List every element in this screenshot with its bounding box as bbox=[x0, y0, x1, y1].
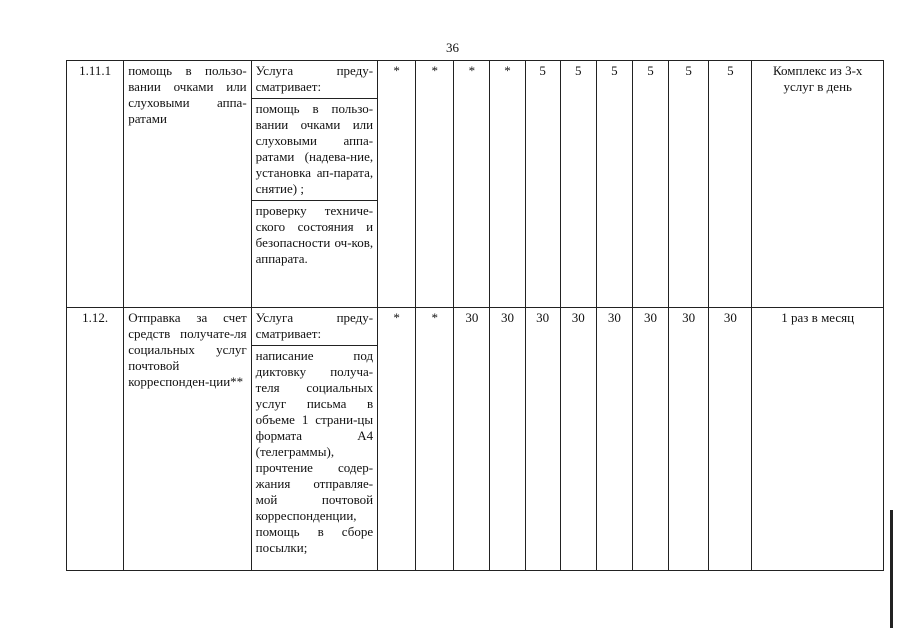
norm-value: 30 bbox=[632, 308, 668, 571]
service-number: 1.11.1 bbox=[67, 61, 124, 308]
description-item: написание под диктовку получа-теля социальных услуг письма в объеме 1 страни-цы формата А4 (телеграммы), прочтение содер-жания отправляе-мой почтовой корреспонденции, помощь в сборе посылки; bbox=[255, 348, 374, 555]
norm-value: * bbox=[416, 61, 454, 308]
norm-value: 30 bbox=[709, 308, 752, 571]
service-name: Отправка за счет средств получате-ля социальных услуг почтовой корреспонден-ции** bbox=[124, 308, 251, 571]
norm-value: * bbox=[490, 61, 525, 308]
table-row bbox=[67, 61, 884, 308]
norm-value: * bbox=[378, 308, 416, 571]
norm-value: 5 bbox=[632, 61, 668, 308]
description-header: Услуга преду-сматривает: bbox=[252, 308, 377, 346]
service-number: 1.12. bbox=[67, 308, 124, 571]
norm-value: 30 bbox=[669, 308, 709, 571]
social-services-table bbox=[66, 60, 884, 571]
description-item: помощь в пользо-вании очками или слуховыми аппа-ратами (надева-ние, установка ап-парата, снятие) ; bbox=[252, 99, 377, 201]
description-header: Услуга преду-сматривает: bbox=[252, 61, 377, 99]
norm-value: 5 bbox=[709, 61, 752, 308]
norm-value: 30 bbox=[596, 308, 632, 571]
service-period: Комплекс из 3-х услуг в день bbox=[752, 61, 884, 308]
norm-value: 30 bbox=[525, 308, 560, 571]
norm-value: 30 bbox=[560, 308, 596, 571]
norm-value: * bbox=[378, 61, 416, 308]
norm-value: * bbox=[454, 61, 490, 308]
norm-value: 5 bbox=[560, 61, 596, 308]
table-row bbox=[67, 308, 884, 571]
norm-value: * bbox=[416, 308, 454, 571]
scan-edge-mark bbox=[890, 510, 893, 628]
description-item: проверку техниче-ского состояния и безопасности оч-ков, аппарата. bbox=[255, 203, 374, 266]
norm-value: 5 bbox=[669, 61, 709, 308]
norm-value: 30 bbox=[490, 308, 525, 571]
service-period: 1 раз в месяц bbox=[752, 308, 884, 571]
service-description bbox=[251, 61, 377, 308]
norm-value: 30 bbox=[454, 308, 490, 571]
page-number: 36 bbox=[446, 40, 459, 55]
service-name: помощь в пользо-вании очками или слуховыми аппа-ратами bbox=[124, 61, 251, 308]
norm-value: 5 bbox=[596, 61, 632, 308]
service-description bbox=[251, 308, 377, 571]
norm-value: 5 bbox=[525, 61, 560, 308]
